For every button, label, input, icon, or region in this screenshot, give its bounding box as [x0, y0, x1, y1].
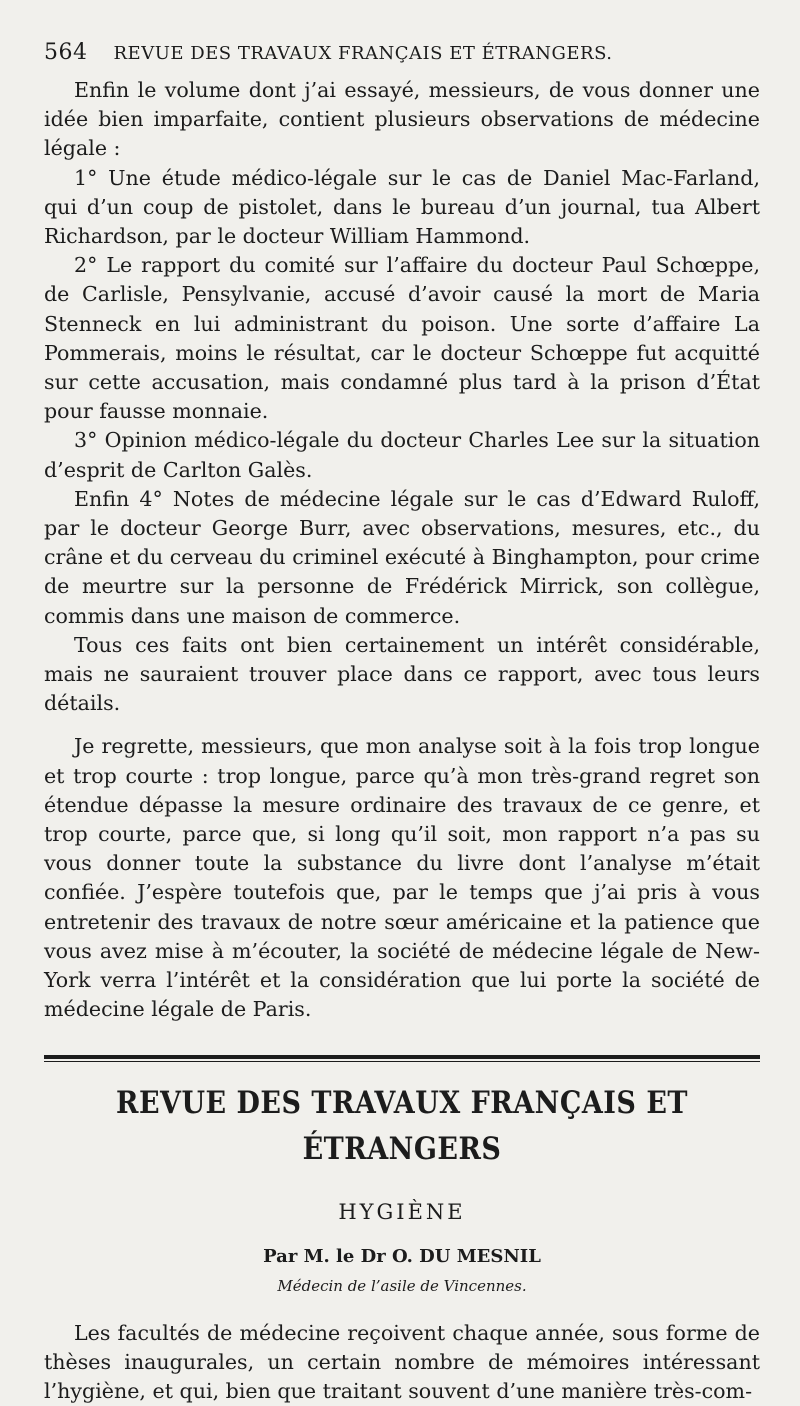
paragraph-conclusion: Je regrette, messieurs, que mon analyse soit à la fois trop longue et trop courte : trop longue, parce qu’à mon très-grand regret son étendue dépasse la mesure ordinaire des travaux de ce genre, et trop courte, parce que, si long qu’il soit, mon rapport n’a pas su vous donner toute la substance du livre dont l’analyse m’était confiée. J’espère toutefois que, par le temps que j’ai pris à vous entretenir des travaux de notre sœur américaine et la patience que vous avez mise à m’écouter, la société de médecine légale de New-York verra l’intérêt et la considération que lui porte la société de médecine légale de Paris. — [44, 734, 760, 1022]
page-number: 564 — [44, 40, 88, 65]
paragraph-intro: Enfin le volume dont j’ai essayé, messieurs, de vous donner une idée bien imparfaite, contient plusieurs observations de médecine légale : — [44, 78, 760, 161]
section-divider — [44, 1055, 760, 1065]
paragraph-facts: Tous ces faits ont bien certainement un intérêt considérable, mais ne sauraient trouver place dans ce rapport, avec tous leurs détails. — [44, 632, 760, 716]
paragraph-item-4: Enfin 4° Notes de médecine légale sur le cas d’Edward Ruloff, par le docteur George Burr, avec observations, mesures, etc., du crâne et du cerveau du criminel exécuté à Binghampton, pour crime de meurtre sur la personne de Frédérick Mirrick, son collègue, commis dans une maison de commerce. — [44, 486, 760, 628]
paragraph-item-2: 2° Le rapport du comité sur l’affaire du docteur Paul Schœppe, de Carlisle, Pensylvanie, accusé d’avoir causé la mort de Maria Stenneck en lui administrant du poison. Une sorte d’affaire La Pommerais, moins le résultat, car le docteur Schœppe fut acquitté sur cette accusation, mais condamné plus tard à la prison d’État pour fausse monnaie. — [44, 253, 760, 424]
running-title: REVUE DES TRAVAUX FRANÇAIS ET ÉTRANGERS. — [113, 43, 613, 64]
section-title: REVUE DES TRAVAUX FRANÇAIS ET ÉTRANGERS — [116, 1085, 688, 1167]
divider-thick-rule — [44, 1055, 760, 1059]
paragraph-item-1: 1° Une étude médico-légale sur le cas de Daniel Mac-Farland, qui d’un coup de pistolet, dans le bureau d’un journal, tua Albert Richardson, par le docteur William Hammond. — [44, 165, 760, 249]
subsection-title: HYGIÈNE — [338, 1199, 466, 1224]
paragraph-item-3: 3° Opinion médico-légale du docteur Charles Lee sur la situation d’esprit de Carlton Galès. — [44, 428, 760, 482]
author-line: Par M. le Dr O. DU MESNIL — [263, 1245, 541, 1267]
paragraph-hygiene-intro: Les facultés de médecine reçoivent chaque année, sous forme de thèses inaugurales, un certain nombre de mémoires intéressant l’hygiène, et qui, bien que traitant souvent d’une manière très-com- — [44, 1320, 760, 1403]
author-affiliation: Médecin de l’asile de Vincennes. — [277, 1276, 527, 1295]
running-header — [44, 40, 760, 76]
body-text — [44, 76, 760, 1025]
section-body — [44, 1319, 760, 1406]
divider-thin-rule — [44, 1061, 760, 1062]
document-page — [44, 40, 760, 1406]
